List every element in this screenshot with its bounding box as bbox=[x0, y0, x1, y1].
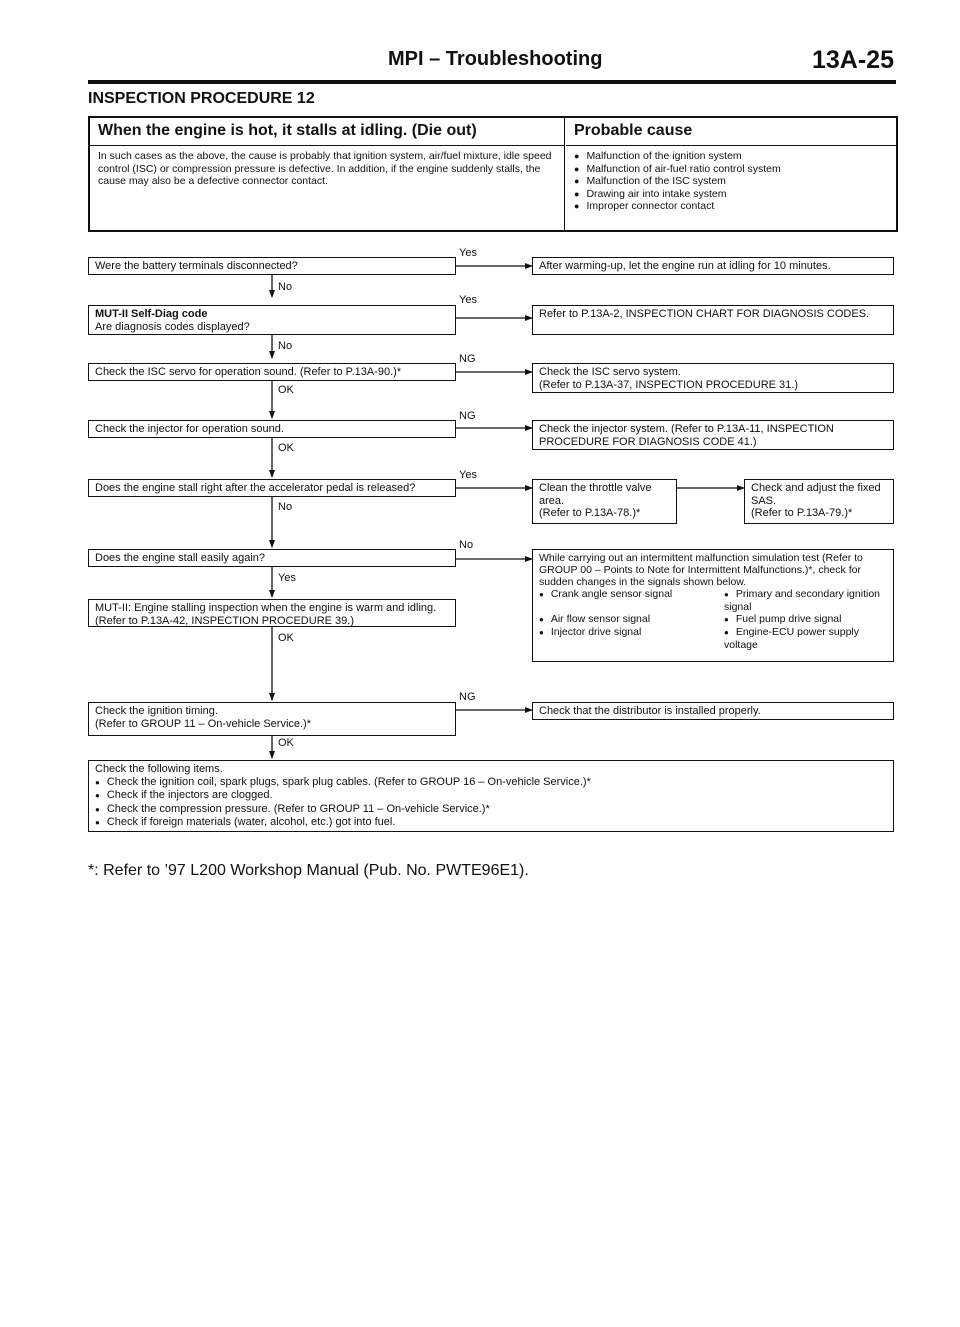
yes-label: Yes bbox=[459, 294, 477, 306]
step-stalling-inspection bbox=[88, 599, 456, 627]
action-isc-servo-system-text-2: (Refer to P.13A-37, INSPECTION PROCEDURE 31.) bbox=[539, 378, 798, 391]
signal-item: ● Air flow sensor signal bbox=[539, 613, 724, 626]
no-label: No bbox=[278, 281, 293, 293]
action-adjust-fixed-sas-text-2: (Refer to P.13A-79.)* bbox=[751, 507, 853, 519]
step-stall-after-pedal-text: Does the engine stall right after the accelerator pedal is released? bbox=[95, 482, 416, 494]
cause-item: ● Malfunction of the ignition system bbox=[574, 150, 890, 163]
ok-label: OK bbox=[278, 632, 294, 644]
ng-label: NG bbox=[459, 410, 476, 422]
action-injector-system bbox=[532, 420, 894, 450]
cause-item: ● Malfunction of air-fuel ratio control system bbox=[574, 163, 890, 176]
page-number: 13A-25 bbox=[812, 46, 894, 74]
step-isc-servo-sound-text: Check the ISC servo for operation sound. (Refer to P.13A-90.)* bbox=[95, 366, 402, 378]
final-check-item: ● Check if foreign materials (water, alcohol, etc.) got into fuel. bbox=[95, 816, 887, 830]
ok-label: OK bbox=[278, 442, 294, 454]
action-warm-up-idle bbox=[532, 257, 894, 275]
yes-label: Yes bbox=[459, 469, 477, 481]
action-clean-throttle-text-1: Clean the throttle valve area. bbox=[539, 482, 652, 507]
step-ignition-timing-text-1: Check the ignition timing. bbox=[95, 705, 218, 717]
yes-label: Yes bbox=[459, 247, 477, 259]
action-clean-throttle-text-2: (Refer to P.13A-78.)* bbox=[539, 507, 641, 519]
step-stall-after-pedal bbox=[88, 479, 456, 497]
footnote: *: Refer to ’97 L200 Workshop Manual (Pub. No. PWTE96E1). bbox=[88, 862, 529, 879]
step-battery-check-text: Were the battery terminals disconnected? bbox=[95, 260, 298, 272]
final-check-item: ● Check the compression pressure. (Refer to GROUP 11 – On-vehicle Service.)* bbox=[95, 803, 887, 817]
cause-item: ● Drawing air into intake system bbox=[574, 188, 890, 201]
step-ignition-timing bbox=[88, 702, 456, 736]
signal-item: ● Fuel pump drive signal bbox=[724, 613, 894, 626]
action-inspection-chart-text: Refer to P.13A-2, INSPECTION CHART FOR DIAGNOSIS CODES. bbox=[539, 308, 870, 320]
step-ignition-timing-text-2: (Refer to GROUP 11 – On-vehicle Service.)* bbox=[95, 717, 312, 730]
action-warm-up-idle-text: After warming-up, let the engine run at idling for 10 minutes. bbox=[539, 260, 831, 272]
probable-cause-heading: Probable cause bbox=[566, 118, 896, 146]
step-stall-easily-again-text: Does the engine stall easily again? bbox=[95, 552, 266, 564]
step-injector-sound bbox=[88, 420, 456, 438]
action-simulation-test-text: While carrying out an intermittent malfunction simulation test (Refer to GROUP 00 – Points to Note for Intermittent Malfunctions.)*, check for sudden changes in the signals shown below. bbox=[539, 552, 863, 588]
action-simulation-test bbox=[532, 549, 894, 662]
no-label: No bbox=[278, 340, 293, 352]
action-check-distributor bbox=[532, 702, 894, 720]
action-check-distributor-text: Check that the distributor is installed properly. bbox=[539, 705, 761, 717]
final-check-item: ● Check the ignition coil, spark plugs, spark plug cables. (Refer to GROUP 16 – On-vehicle Service.)* bbox=[95, 776, 887, 790]
yes-label: Yes bbox=[278, 572, 296, 584]
step-stalling-inspection-text: MUT-II: Engine stalling inspection when the engine is warm and idling. (Refer to P.13A-42, INSPECTION PROCEDURE 39.) bbox=[95, 602, 437, 627]
action-adjust-fixed-sas-text-1: Check and adjust the fixed SAS. bbox=[751, 482, 881, 507]
step-self-diag-code bbox=[88, 305, 456, 335]
section-title: MPI – Troubleshooting bbox=[388, 48, 603, 70]
step-self-diag-text: Are diagnosis codes displayed? bbox=[95, 320, 250, 333]
ng-label: NG bbox=[459, 353, 476, 365]
step-stall-easily-again bbox=[88, 549, 456, 567]
action-inspection-chart bbox=[532, 305, 894, 335]
final-check-item: ● Check if the injectors are clogged. bbox=[95, 789, 887, 803]
step-isc-servo-sound bbox=[88, 363, 456, 381]
signal-item: ● Primary and secondary ignition signal bbox=[724, 588, 894, 613]
action-isc-servo-system-text-1: Check the ISC servo system. bbox=[539, 366, 681, 378]
action-injector-system-text: Check the injector system. (Refer to P.13A-11, INSPECTION PROCEDURE FOR DIAGNOSIS CODE 41.) bbox=[539, 423, 834, 448]
final-check-list bbox=[95, 776, 887, 830]
symptom-heading: When the engine is hot, it stalls at idling. (Die out) bbox=[90, 118, 564, 146]
signal-item: ● Injector drive signal bbox=[539, 626, 724, 651]
action-adjust-fixed-sas bbox=[744, 479, 894, 524]
cause-item: ● Malfunction of the ISC system bbox=[574, 175, 890, 188]
final-check-items bbox=[88, 760, 894, 832]
cause-item: ● Improper connector contact bbox=[574, 200, 890, 213]
signal-item: ● Crank angle sensor signal bbox=[539, 588, 724, 613]
ok-label: OK bbox=[278, 384, 294, 396]
step-battery-check bbox=[88, 257, 456, 275]
final-check-title: Check the following items. bbox=[95, 763, 223, 775]
step-injector-sound-text: Check the injector for operation sound. bbox=[95, 423, 284, 435]
ng-label: NG bbox=[459, 691, 476, 703]
procedure-title: INSPECTION PROCEDURE 12 bbox=[88, 90, 315, 107]
step-self-diag-title: MUT-II Self-Diag code bbox=[95, 308, 208, 320]
no-label: No bbox=[459, 539, 474, 551]
action-clean-throttle bbox=[532, 479, 677, 524]
signal-list bbox=[539, 588, 887, 651]
signal-item: ● Engine-ECU power supply voltage bbox=[724, 626, 894, 651]
no-label: No bbox=[278, 501, 293, 513]
ok-label: OK bbox=[278, 737, 294, 749]
symptom-description: In such cases as the above, the cause is probably that ignition system, air/fuel mixture, idle speed control (ISC) or compression pressure is defective. In addition, if the engine suddenly stalls, the cause may also be a defective connector contact. bbox=[98, 150, 552, 187]
action-isc-servo-system bbox=[532, 363, 894, 393]
